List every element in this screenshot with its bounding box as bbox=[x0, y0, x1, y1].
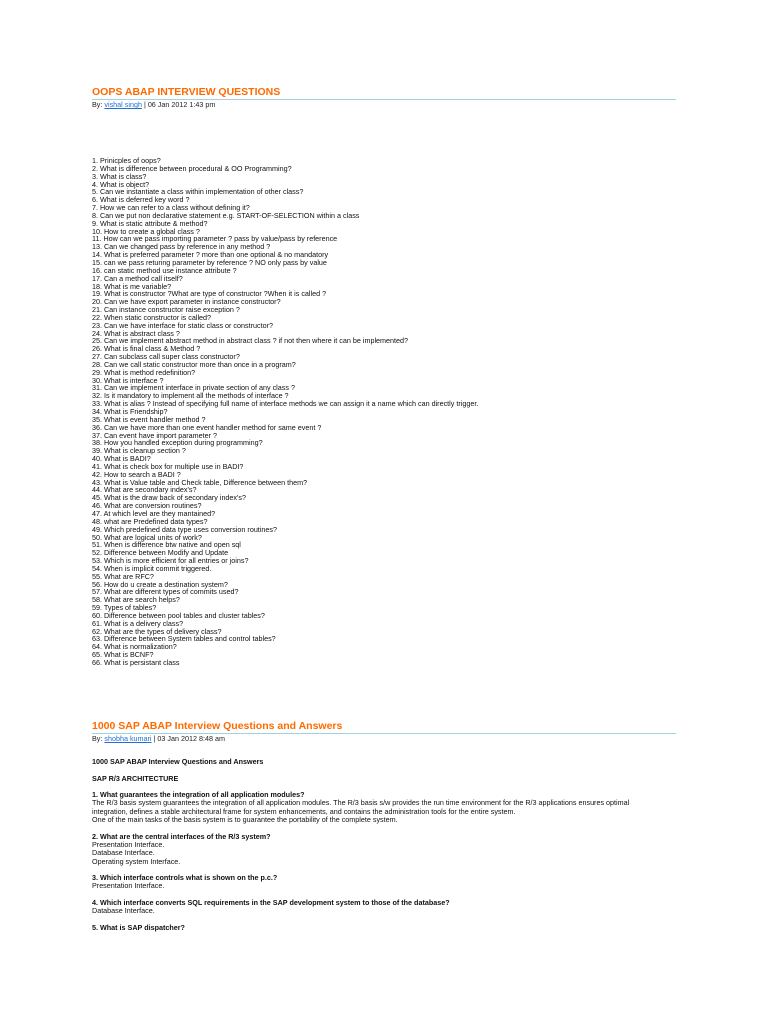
question-item: 30. What is interface ? bbox=[92, 375, 164, 385]
question-item: 53. Which is more efficient for all entries or joins? bbox=[92, 556, 249, 566]
post-title bbox=[92, 86, 676, 100]
post-header-1000-sap bbox=[92, 720, 676, 744]
question-item: 49. Which predefined data type uses conversion routines? bbox=[92, 524, 277, 534]
question-item: 2. What is difference between procedural & OO Programming? bbox=[92, 163, 292, 173]
answer-text: integration, defines a stable architectural frame for system enhancements, and contains the administration tools for the entire system. bbox=[92, 806, 516, 816]
question-item: 9. What is static attribute & method? bbox=[92, 218, 208, 228]
question-item: 6. What is deferred key word ? bbox=[92, 195, 190, 205]
question-item: 34. What is Friendship? bbox=[92, 407, 168, 416]
author-link[interactable]: vishal singh bbox=[104, 100, 142, 109]
post-title-link[interactable]: 1000 SAP ABAP Interview Questions and Answers bbox=[92, 720, 343, 732]
question-item: 13. Can we changed pass by reference in any method ? bbox=[92, 242, 271, 252]
question-item: 31. Can we implement interface in private section of any class ? bbox=[92, 383, 295, 393]
question-item: 10. How to create a global class ? bbox=[92, 226, 200, 236]
question-item: 64. What is normalization? bbox=[92, 642, 177, 652]
question-item: 43. What is Value table and Check table, Difference between them? bbox=[92, 477, 308, 487]
question-item: 1. Prinicples of oops? bbox=[92, 156, 161, 165]
question-item: 66. What is persistant class bbox=[92, 658, 180, 667]
article-heading: 1000 SAP ABAP Interview Questions and Answers bbox=[92, 757, 264, 766]
question-item: 24. What is abstract class ? bbox=[92, 328, 180, 338]
question-item: 46. What are conversion routines? bbox=[92, 501, 202, 511]
question-item: 32. Is it mandatory to implement all the methods of interface ? bbox=[92, 391, 289, 401]
question-item: 20. Can we have export parameter in instance constructor? bbox=[92, 297, 281, 307]
question-item: 8. Can we put non declarative statement e.g. START-OF-SELECTION within a class bbox=[92, 210, 360, 220]
question-item: 14. What is preferred parameter ? more than one optional & no mandatory bbox=[92, 250, 329, 260]
post-meta bbox=[92, 734, 676, 744]
question-item: 35. What is event handler method ? bbox=[92, 414, 206, 424]
question-item: 41. What is check box for multiple use in BADI? bbox=[92, 461, 244, 471]
question-item: 38. How you handled exception during programming? bbox=[92, 438, 263, 448]
post-meta bbox=[92, 100, 676, 110]
question-item: 54. When is implicit commit triggered. bbox=[92, 563, 212, 573]
by-label: By: bbox=[92, 100, 103, 109]
question-item: 3. What is class? bbox=[92, 171, 147, 181]
question-item: 47. At which level are they mantained? bbox=[92, 508, 216, 518]
post-date: | 03 Jan 2012 8:48 am bbox=[151, 734, 225, 743]
answer-text: One of the main tasks of the basis system is to guarantee the portability of the complete system. bbox=[92, 815, 398, 825]
question-item: 23. Can we have interface for static class or constructor? bbox=[92, 320, 273, 330]
question-item: 52. Difference between Modify and Update bbox=[92, 548, 229, 558]
post-title bbox=[92, 720, 676, 734]
question-item: 4. What is object? bbox=[92, 179, 150, 189]
question-item: 33. What is alias ? Instead of specifying full name of interface methods we can assign it a name which can directly trigger. bbox=[92, 399, 479, 409]
question-item: 51. When is difference btw native and open sql bbox=[92, 540, 241, 550]
question-item: 27. Can subclass call super class constructor? bbox=[92, 352, 240, 362]
question-item: 58. What are search helps? bbox=[92, 595, 180, 605]
question-item: 7. How we can refer to a class without defining it? bbox=[92, 203, 250, 213]
question-item: 50. What are logical units of work? bbox=[92, 532, 202, 542]
question-heading: 3. Which interface controls what is shown on the p.c.? bbox=[92, 873, 278, 883]
answer-text: Database Interface. bbox=[92, 848, 155, 858]
question-item: 44. What are secondary index's? bbox=[92, 485, 197, 495]
question-item: 29. What is method redefinition? bbox=[92, 367, 196, 377]
post-body bbox=[92, 758, 712, 932]
answer-text: Operating system Interface. bbox=[92, 856, 181, 866]
question-item: 36. Can we have more than one event handler method for same event ? bbox=[92, 422, 322, 432]
question-item: 62. What are the types of delivery class? bbox=[92, 626, 222, 636]
question-heading: 5. What is SAP dispatcher? bbox=[92, 922, 185, 932]
answer-text: Database Interface. bbox=[92, 906, 155, 916]
question-item: 26. What is final class & Method ? bbox=[92, 344, 201, 354]
answer-text: Presentation Interface. bbox=[92, 881, 165, 891]
question-item: 56. How do u create a destination system? bbox=[92, 579, 228, 589]
question-item: 28. Can we call static constructor more than once in a program? bbox=[92, 359, 296, 369]
question-item: 40. What is BADI? bbox=[92, 454, 151, 464]
question-item: 61. What is a delivery class? bbox=[92, 618, 184, 628]
by-label: By: bbox=[92, 734, 103, 743]
answer-text: The R/3 basis system guarantees the integration of all application modules. The R/3 basis s/w provides the run time environment for the R/3 applications ensures optimal bbox=[92, 798, 630, 808]
question-heading: 1. What guarantees the integration of all application modules? bbox=[92, 790, 305, 800]
post-date: | 06 Jan 2012 1:43 pm bbox=[141, 100, 216, 109]
question-item: 63. Difference between System tables and control tables? bbox=[92, 634, 276, 644]
question-item: 39. What is cleanup section ? bbox=[92, 446, 186, 456]
question-item: 16. can static method use instance attribute ? bbox=[92, 265, 237, 275]
question-item: 22. When static constructor is called? bbox=[92, 312, 212, 322]
question-item: 60. Difference between pool tables and cluster tables? bbox=[92, 610, 265, 620]
question-item: 5. Can we instantiate a class within implementation of other class? bbox=[92, 187, 304, 197]
question-list bbox=[92, 157, 692, 667]
answer-text: Presentation Interface. bbox=[92, 839, 165, 849]
question-item: 11. How can we pass importing parameter ? pass by value/pass by reference bbox=[92, 234, 338, 244]
author-link[interactable]: shobha kumari bbox=[104, 734, 152, 743]
question-item: 25. Can we implement abstract method in abstract class ? if not then where it can be implemented? bbox=[92, 336, 409, 346]
question-heading: 2. What are the central interfaces of the R/3 system? bbox=[92, 831, 271, 841]
question-item: 18. What is me variable? bbox=[92, 281, 172, 291]
question-item: 21. Can instance constructor raise exception ? bbox=[92, 305, 240, 315]
question-item: 19. What is constructor ?What are type of constructor ?When it is called ? bbox=[92, 289, 327, 299]
question-item: 48. what are Predefined data types? bbox=[92, 516, 208, 526]
question-item: 37. Can event have import parameter ? bbox=[92, 430, 218, 440]
question-item: 55. What are RFC? bbox=[92, 571, 154, 581]
question-item: 17. Can a method call itself? bbox=[92, 273, 183, 283]
post-header-oops bbox=[92, 86, 676, 110]
post-title-link[interactable]: OOPS ABAP INTERVIEW QUESTIONS bbox=[92, 86, 281, 98]
question-item: 15. can we pass returing parameter by reference ? NO only pass by value bbox=[92, 257, 327, 267]
question-item: 65. What is BCNF? bbox=[92, 650, 154, 660]
question-heading: 4. Which interface converts SQL requirements in the SAP development system to those of the database? bbox=[92, 898, 450, 908]
question-item: 42. How to search a BADI ? bbox=[92, 469, 181, 479]
question-item: 45. What is the draw back of secondary index's? bbox=[92, 493, 246, 503]
question-item: 59. Types of tables? bbox=[92, 603, 157, 613]
section-heading: SAP R/3 ARCHITECTURE bbox=[92, 773, 179, 783]
question-item: 57. What are different types of commits used? bbox=[92, 587, 239, 597]
